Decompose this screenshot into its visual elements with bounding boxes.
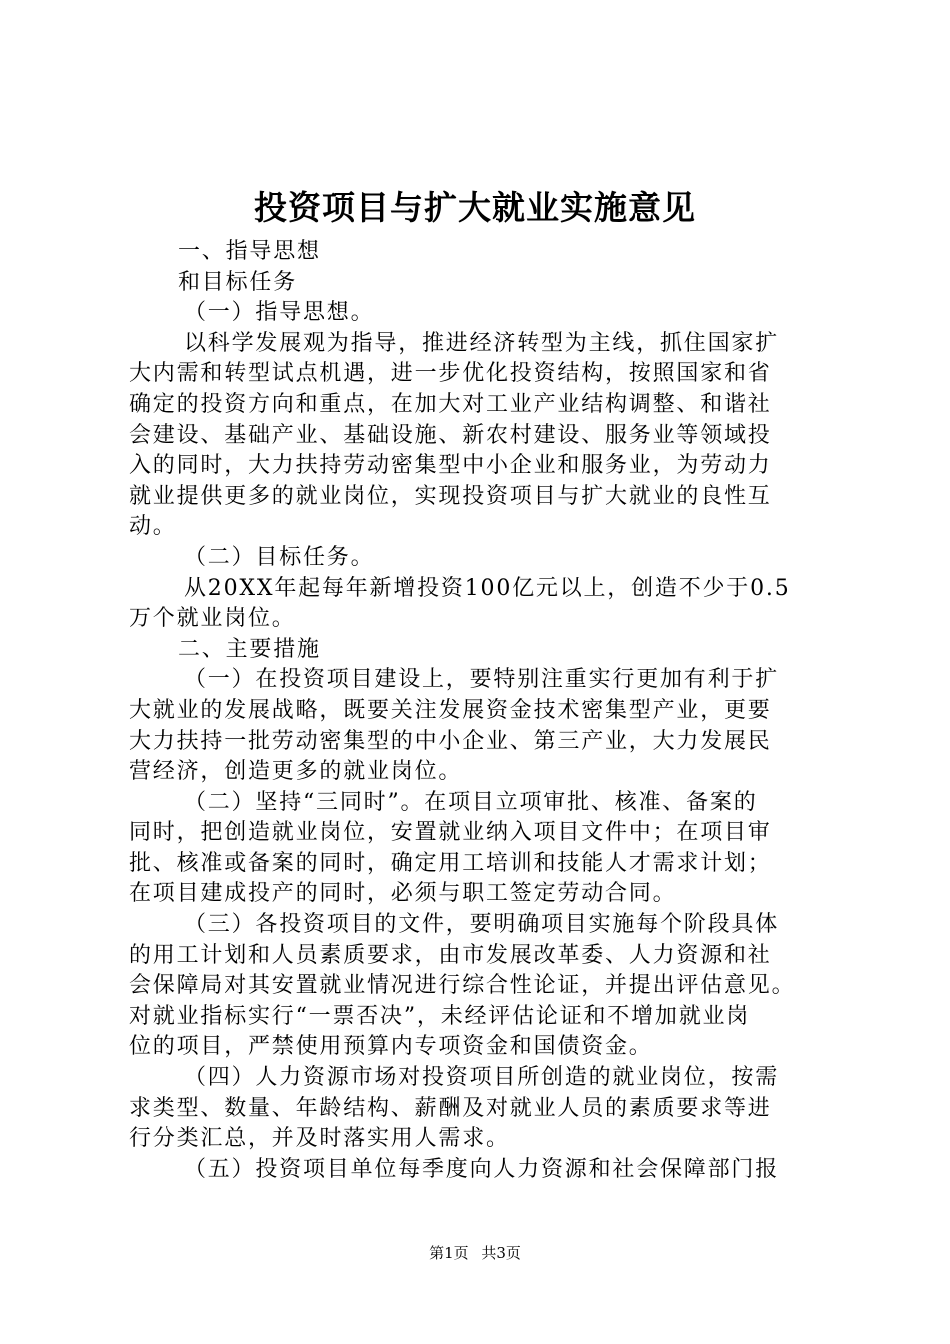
paragraph-line: 求类型、数量、年龄结构、薪酬及对就业人员的素质要求等进 xyxy=(129,1095,772,1121)
paragraph-line: 从20XX年起每年新增投资100亿元以上，创造不少于0.5 xyxy=(184,575,791,601)
page-number: 第1页 xyxy=(429,1244,469,1262)
paragraph-line: 入的同时，大力扶持劳动密集型中小企业和服务业，为劳动力 xyxy=(129,453,772,479)
paragraph-line: 行分类汇总，并及时落实用人需求。 xyxy=(129,1126,510,1152)
paragraph-line: 会建设、基础产业、基础设施、新农村建设、服务业等领域投 xyxy=(129,422,772,448)
paragraph-line: 大力扶持一批劳动密集型的中小企业、第三产业，大力发展民 xyxy=(129,728,772,754)
paragraph-line: （三）各投资项目的文件，要明确项目实施每个阶段具体 xyxy=(184,912,780,938)
heading-guiding-ideology: 一、指导思想 xyxy=(178,239,321,264)
paragraph-line: 动。 xyxy=(129,514,177,540)
page-total: 共3页 xyxy=(481,1244,521,1262)
paragraph-line: （二）坚持“三同时”。在项目立项审批、核准、备案的 xyxy=(184,789,758,815)
paragraph-line: 以科学发展观为指导，推进经济转型为主线，抓住国家扩 xyxy=(184,330,780,356)
paragraph-line: 会保障局对其安置就业情况进行综合性论证，并提出评估意见。 xyxy=(129,973,796,999)
paragraph-line: 位的项目，严禁使用预算内专项资金和国债资金。 xyxy=(129,1034,653,1060)
document-title: 投资项目与扩大就业实施意见 xyxy=(254,188,696,227)
heading-continuation: 和目标任务 xyxy=(178,269,298,295)
paragraph-line: 就业提供更多的就业岗位，实现投资项目与扩大就业的良性互 xyxy=(129,483,772,509)
paragraph-line: 万个就业岗位。 xyxy=(129,606,296,632)
paragraph-line: 批、核准或备案的同时，确定用工培训和技能人才需求计划； xyxy=(129,850,772,876)
paragraph-line: 对就业指标实行“一票否决”，未经评估论证和不增加就业岗 xyxy=(129,1003,751,1029)
paragraph-line: 营经济，创造更多的就业岗位。 xyxy=(129,759,463,785)
paragraph-line: （一）在投资项目建设上，要特别注重实行更加有利于扩 xyxy=(184,667,780,693)
heading-main-measures: 二、主要措施 xyxy=(178,636,321,662)
paragraph-line: 同时，把创造就业岗位，安置就业纳入项目文件中；在项目审 xyxy=(129,820,772,846)
page-footer xyxy=(0,1243,950,1263)
paragraph-line: 在项目建成投产的同时，必须与职工签定劳动合同。 xyxy=(129,881,677,907)
paragraph-line: （五）投资项目单位每季度向人力资源和社会保障部门报 xyxy=(184,1156,780,1182)
paragraph-line: （四）人力资源市场对投资项目所创造的就业岗位，按需 xyxy=(184,1065,780,1091)
subheading-targets: （二）目标任务。 xyxy=(184,544,375,570)
subheading-guiding-ideology: （一）指导思想。 xyxy=(184,300,375,326)
paragraph-line: 大内需和转型试点机遇，进一步优化投资结构，按照国家和省 xyxy=(129,361,772,387)
paragraph-line: 的用工计划和人员素质要求，由市发展改革委、人力资源和社 xyxy=(129,942,772,968)
paragraph-line: 确定的投资方向和重点，在加大对工业产业结构调整、和谐社 xyxy=(129,391,772,417)
document-body xyxy=(129,237,835,1185)
paragraph-line: 大就业的发展战略，既要关注发展资金技术密集型产业，更要 xyxy=(129,697,772,723)
